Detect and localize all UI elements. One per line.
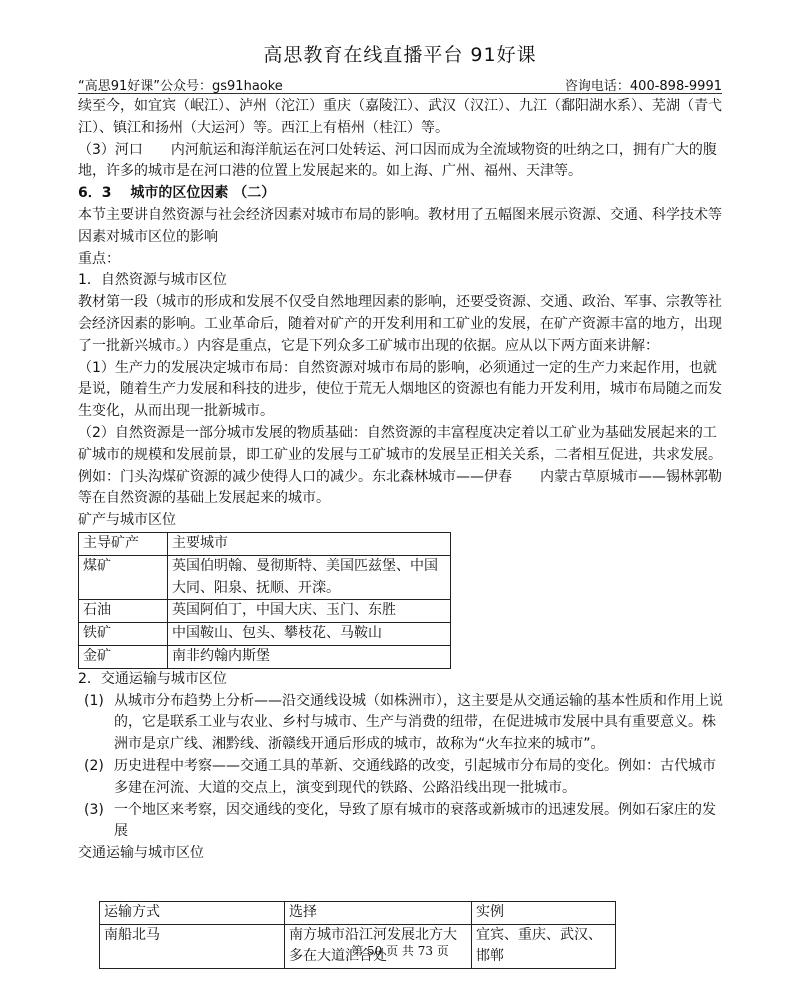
table-header-row (79, 532, 451, 555)
table-row (79, 555, 451, 600)
document-body (78, 96, 724, 969)
paragraph: 续至今，如宜宾（岷江）、泸州（沱江）重庆（嘉陵江）、武汉（汉江）、九江（鄱阳湖水系）、芜湖（青弋江）、镇江和扬州（大运河）等。西江上有梧州（桂江）等。 (78, 98, 722, 136)
paragraph: 本节主要讲自然资源与社会经济因素对城市布局的影响。教材用了五幅图来展示资源、交通、科学技术等因素对城市区位的影响 (78, 206, 722, 245)
table-cell: 英国阿伯丁，中国大庆、玉门、东胜 (168, 600, 451, 623)
table-cell: 石油 (79, 600, 168, 623)
table-caption: 矿产与城市区位 (78, 512, 176, 529)
table-row (79, 600, 451, 623)
mineral-city-table (78, 532, 451, 669)
table-cell: 铁矿 (79, 623, 168, 646)
table-cell: 煤矿 (79, 555, 168, 600)
subheading: 1．自然资源与城市区位 (78, 272, 227, 289)
list-number: (2) (84, 757, 104, 774)
page-title: 高思教育在线直播平台 91好课 (263, 44, 537, 66)
section-heading: 6．3 城市的区位因素 （二） (78, 185, 276, 202)
paragraph: （3）河口 内河航运和海洋航运在河口处转运、河口因而成为全流域物资的吐纳之口，拥有广大的腹地，许多的城市是在河口港的位置上发展起来的。如上海、广州、福州、天津等。 (78, 141, 717, 180)
list-number: (3) (84, 801, 104, 818)
table-header-cell: 选择 (285, 901, 472, 924)
list-item (78, 756, 724, 800)
table-cell: 南非约翰内斯堡 (168, 645, 451, 668)
table-header-cell: 实例 (472, 901, 616, 924)
header-divider (78, 93, 722, 94)
table-header-row (100, 901, 616, 924)
table-row (79, 645, 451, 668)
list-item (78, 800, 724, 844)
page-number: 第 50 页 共 73 页 (351, 944, 449, 958)
subheading: 2．交通运输与城市区位 (78, 670, 227, 687)
paragraph: （1）生产力的发展决定城市布局：自然资源对城市布局的影响，必须通过一定的生产力来起作用，也就是说，随着生产力发展和科技的进步，使位于荒无人烟地区的资源也有能力开发利用，城市布局随之而发生变化，从而出现一批新城市。 (78, 359, 722, 420)
table-header-cell: 主要城市 (168, 532, 451, 555)
paragraph: 教材第一段（城市的形成和发展不仅受自然地理因素的影响，还要受资源、交通、政治、军事、宗教等社会经济因素的影响。工业革命后，随着对矿产的开发利用和工矿业的发展，在矿产资源丰富的地方，出现了一批新兴城市。）内容是重点，它是下列众多工矿城市出现的依据。应从以下两方面来讲解： (78, 294, 722, 354)
header-wechat: “高思91好课”公众号：gs91haoke (78, 79, 283, 94)
header-phone: 咨询电话：400-898-9991 (564, 79, 722, 94)
list-item (78, 691, 724, 756)
table-cell: 中国鞍山、包头、攀枝花、马鞍山 (168, 623, 451, 646)
table-cell: 金矿 (79, 645, 168, 668)
table-cell: 英国伯明翰、曼彻斯特、美国匹兹堡、中国大同、阳泉、抚顺、开滦。 (168, 555, 451, 600)
paragraph: 重点： (78, 250, 120, 267)
table-cell: 宜宾、重庆、武汉、邯郸 (472, 924, 616, 969)
list-text: 从城市分布趋势上分析——沿交通线设城（如株洲市），这主要是从交通运输的基本性质和作用上说的，它是联系工业与农业、乡村与城市、生产与消费的纽带，在促进城市发展中具有重要意义。株洲市是京广线、湘黔线、浙赣线开通后形成的城市，故称为“火车拉来的城市”。 (114, 692, 723, 753)
table-header-cell: 主导矿产 (79, 532, 168, 555)
table-cell: 南方城市沿江河发展北方大多在大道汇合处 (285, 924, 472, 969)
list-number: (1) (84, 692, 104, 709)
table-caption: 交通运输与城市区位 (78, 845, 204, 862)
table-cell: 南船北马 (100, 924, 285, 969)
transport-city-table (99, 901, 616, 969)
list-text: 一个地区来考察，因交通线的变化，导致了原有城市的衰落或新城市的迅速发展。例如石家庄的发展 (114, 801, 716, 840)
paragraph: （2）自然资源是一部分城市发展的物质基础：自然资源的丰富程度决定着以工矿业为基础发展起来的工矿城市的规模和发展前景，即工矿业的发展与工矿城市的发展呈正相关关系，二者相互促进，共求发展。例如：门头沟煤矿资源的减少使得人口的减少。东北森林城市——伊春 内蒙古草原城市——锡林郭勒等在自然资源的基础上发展起来的城市。 (78, 424, 722, 507)
list-text: 历史进程中考察——交通工具的革新、交通线路的改变，引起城市分布局的变化。例如：古代城市多建在河流、大道的交点上，演变到现代的铁路、公路沿线出现一批城市。 (114, 757, 716, 796)
table-row (79, 623, 451, 646)
table-header-cell: 运输方式 (100, 901, 285, 924)
